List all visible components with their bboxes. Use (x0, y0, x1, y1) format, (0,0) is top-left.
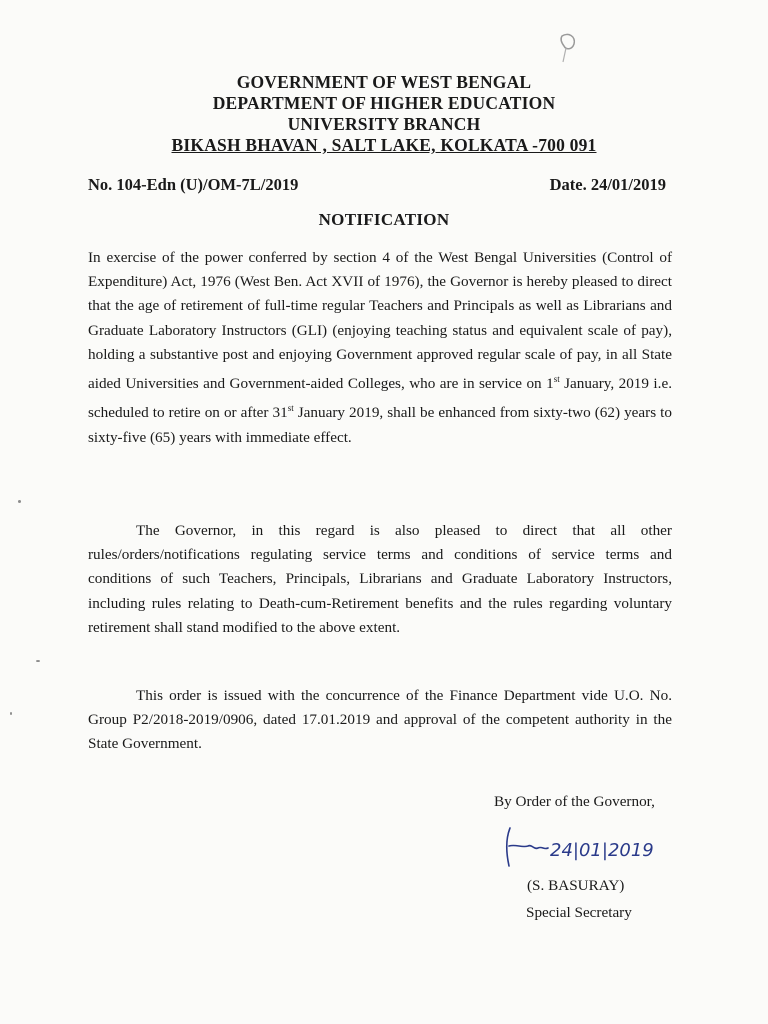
reference-line (88, 175, 666, 195)
paragraph-rules-modified: The Governor, in this regard is also pleased to direct that all other rules/orders/notifications regulating service terms and conditions of service terms and conditions of such Teachers, Principals, Librarians and Graduate Laboratory Instructors, including rules relating to Death-cum-Retirement benefits and the rules regarding voluntary retirement shall stand modified to the above extent. (88, 522, 672, 636)
notification-title: NOTIFICATION (318, 210, 450, 229)
handwritten-signature (476, 822, 654, 872)
closing-line: By Order of the Governor, (494, 793, 655, 810)
paragraph-retirement-age (88, 246, 672, 450)
para1-superscript-1: st (553, 374, 560, 385)
branch-name: UNIVERSITY BRANCH (287, 114, 481, 134)
para1-text-3: January 2019, shall be enhanced from sixty-two (62) years to sixty-five (65) years with immediate effect. (88, 404, 672, 446)
government-name: GOVERNMENT OF WEST BENGAL (236, 72, 532, 92)
paper-speck (10, 712, 12, 715)
punch-mark-icon (552, 28, 582, 68)
signature-date: 24|01|2019 (550, 840, 654, 861)
paper-speck (18, 500, 21, 503)
paragraph-concurrence: This order is issued with the concurrence of the Finance Department vide U.O. No. Group P2/2018-2019/0906, dated 17.01.2019 and approval of the competent authority in the State Government. (88, 687, 672, 753)
para1-superscript-2: st (287, 403, 294, 414)
para1-text-2: January, 2019 i.e. scheduled to retire on or after 31 (88, 375, 672, 422)
notification-date: Date. 24/01/2019 (549, 175, 666, 194)
para1-text-1: In exercise of the power conferred by section 4 of the West Bengal Universities (Control of Expenditure) Act, 1976 (West Ben. Act XVII of 1976), the Governor is hereby pleased to direct that the age of retirement of full-time regular Teachers and Principals as well as Librarians and Graduate Laboratory Instructors (GLI) (enjoying teaching status and equivalent scale of pay), holding a substantive post and enjoying Government approved regular scale of pay, in all State aided Universities and Government-aided Colleges, who are in service on 1 (88, 249, 672, 393)
signatory-name: (S. BASURAY) (527, 877, 625, 894)
office-address: BIKASH BHAVAN , SALT LAKE, KOLKATA -700 091 (171, 135, 597, 155)
paper-speck (36, 660, 40, 662)
department-name: DEPARTMENT OF HIGHER EDUCATION (212, 93, 556, 113)
signatory-designation: Special Secretary (526, 904, 632, 921)
reference-number: No. 104-Edn (U)/OM-7L/2019 (88, 175, 299, 194)
letterhead (0, 72, 768, 156)
